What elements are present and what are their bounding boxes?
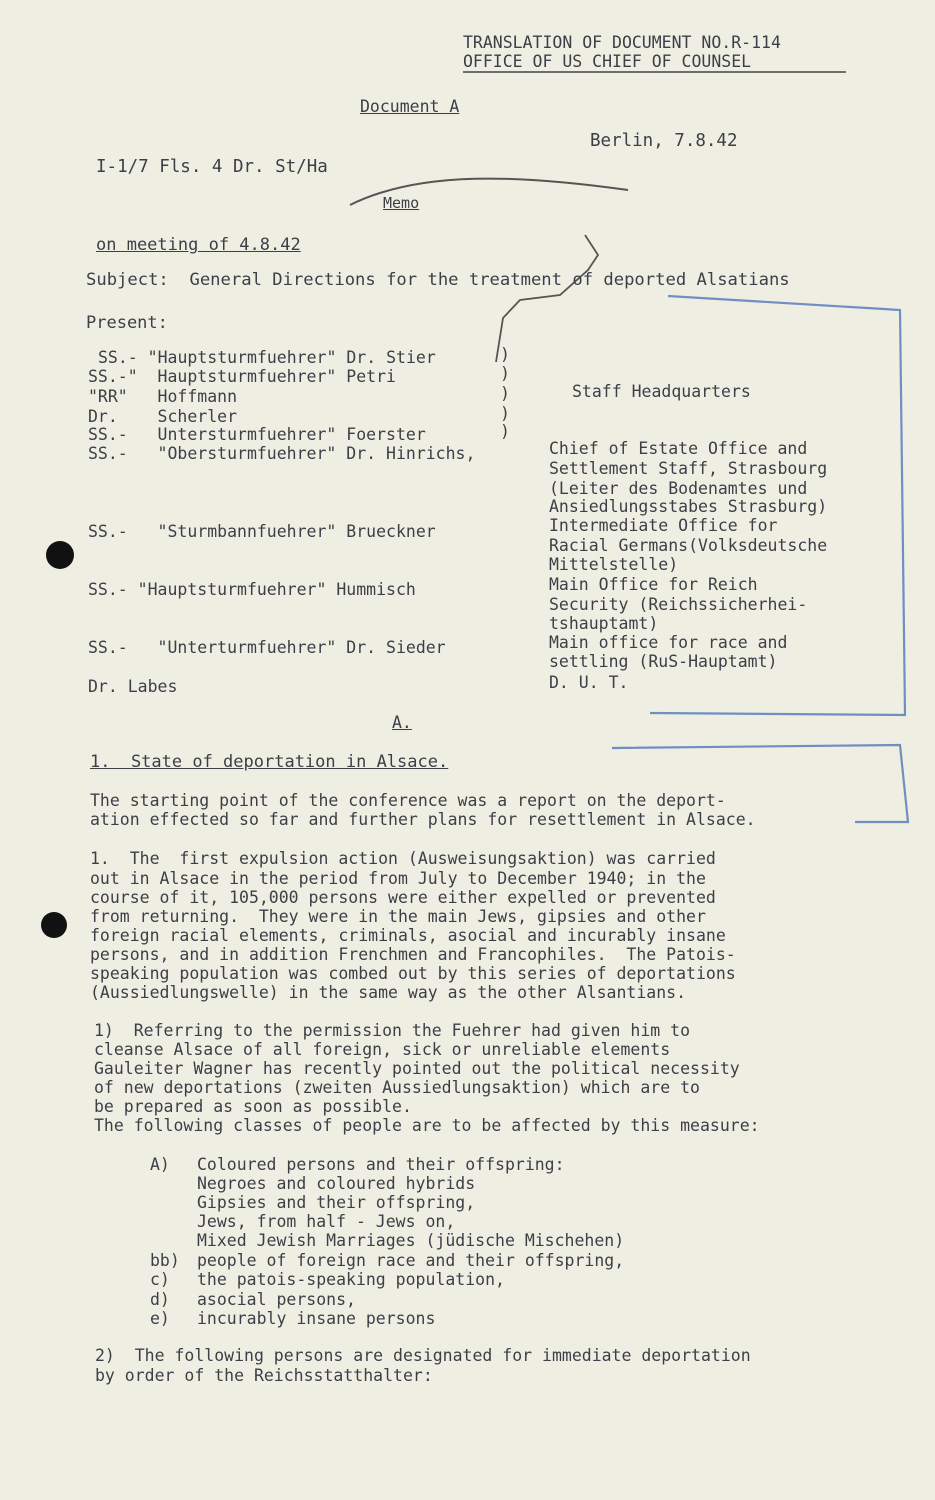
office-line: settling (RuS-Hauptamt) — [549, 652, 778, 671]
attendee: Dr. Labes — [88, 677, 178, 696]
list-item: Coloured persons and their offspring: — [197, 1155, 565, 1174]
office-line: Chief of Estate Office and — [549, 439, 808, 458]
office-line: Intermediate Office for — [549, 516, 778, 535]
para1-line: speaking population was combed out by this series of deportations — [90, 964, 736, 983]
list-mark: e) — [150, 1309, 170, 1328]
attendee: "RR" Hoffmann — [88, 387, 238, 406]
header-line-2: OFFICE OF US CHIEF OF COUNSEL — [463, 52, 752, 71]
intro-line: The starting point of the conference was a report on the deport- — [90, 791, 726, 810]
para3-line: 2) The following persons are designated for immediate deportation — [95, 1346, 751, 1365]
list-item: Mixed Jewish Marriages (jüdische Mischehen) — [197, 1231, 625, 1250]
reference-number: I-1/7 Fls. 4 Dr. St/Ha — [96, 157, 328, 177]
memo-label: Memo — [383, 194, 420, 212]
office-line: Security (Reichssicherhei- — [549, 595, 808, 614]
section-1-title: 1. State of deportation in Alsace. — [90, 752, 449, 772]
attendee: SS.- "Hauptsturmfuehrer" Dr. Stier — [98, 348, 436, 367]
para1-line: from returning. They were in the main Jews, gipsies and other — [90, 907, 706, 926]
bracket: ) — [500, 364, 510, 383]
list-mark: c) — [150, 1270, 170, 1289]
para2-line: 1) Referring to the permission the Fuehrer had given him to — [94, 1021, 691, 1040]
list-item: incurably insane persons — [197, 1309, 436, 1328]
place-date: Berlin, 7.8.42 — [590, 131, 738, 151]
para1-line: course of it, 105,000 persons were either expelled or prevented — [90, 888, 716, 907]
office-line: Ansiedlungsstabes Strasburg) — [549, 497, 828, 516]
intro-line: ation effected so far and further plans for resettlement in Alsace. — [90, 810, 756, 829]
subject-line: Subject: General Directions for the treatment of deported Alsatians — [86, 270, 790, 290]
para1-line: (Aussiedlungswelle) in the same way as the other Alsantians. — [90, 983, 687, 1002]
list-item: Jews, from half - Jews on, — [197, 1212, 456, 1231]
para1-line: foreign racial elements, criminals, asocial and incurably insane — [90, 926, 726, 945]
list-mark: d) — [150, 1290, 170, 1309]
para2-line: The following classes of people are to be affected by this measure: — [94, 1116, 760, 1135]
bracket: ) — [500, 384, 510, 403]
list-mark: bb) — [150, 1251, 180, 1270]
attendee: Dr. Scherler — [88, 407, 238, 426]
meeting-line: on meeting of 4.8.42 — [96, 235, 301, 255]
present-label: Present: — [86, 313, 168, 333]
para1-line: persons, and in addition Frenchmen and Francophiles. The Patois- — [90, 945, 736, 964]
staff-headquarters: Staff Headquarters — [572, 382, 751, 401]
para2-line: be prepared as soon as possible. — [94, 1097, 412, 1116]
para3-line: by order of the Reichsstatthalter: — [95, 1366, 433, 1385]
office-line: (Leiter des Bodenamtes und — [549, 479, 808, 498]
list-item: asocial persons, — [197, 1290, 356, 1309]
office-line: Settlement Staff, Strasbourg — [549, 459, 828, 478]
para1-line: out in Alsace in the period from July to December 1940; in the — [90, 869, 706, 888]
bracket: ) — [500, 422, 510, 441]
list-item: the patois-speaking population, — [197, 1270, 505, 1289]
para2-line: cleanse Alsace of all foreign, sick or unreliable elements — [94, 1040, 671, 1059]
para2-line: Gauleiter Wagner has recently pointed out the political necessity — [94, 1059, 740, 1078]
office-line: Racial Germans(Volksdeutsche — [549, 536, 828, 555]
bracket: ) — [500, 404, 510, 423]
document-label: Document A — [360, 97, 460, 116]
office-line: Mittelstelle) — [549, 555, 679, 574]
bracket: ) — [500, 345, 510, 364]
list-item: Negroes and coloured hybrids — [197, 1174, 476, 1193]
attendee: SS.- Untersturmfuehrer" Foerster — [88, 425, 426, 444]
office-line: Main office for race and — [549, 633, 788, 652]
attendee: SS.-" Hauptsturmfuehrer" Petri — [88, 367, 396, 386]
list-item: Gipsies and their offspring, — [197, 1193, 476, 1212]
attendee: SS.- "Unterturmfuehrer" Dr. Sieder — [88, 638, 446, 657]
para2-line: of new deportations (zweiten Aussiedlungsaktion) which are to — [94, 1078, 700, 1097]
attendee: SS.- "Hauptsturmfuehrer" Hummisch — [88, 580, 416, 599]
header-line-1: TRANSLATION OF DOCUMENT NO.R-114 — [463, 33, 781, 52]
para1-line: 1. The first expulsion action (Ausweisungsaktion) was carried — [90, 849, 716, 868]
office-line: D. U. T. — [549, 673, 629, 692]
office-line: tshauptamt) — [549, 614, 659, 633]
attendee: SS.- "Obersturmfuehrer" Dr. Hinrichs, — [88, 444, 476, 463]
section-mark: A. — [392, 713, 412, 732]
list-item: people of foreign race and their offspring, — [197, 1251, 625, 1270]
attendee: SS.- "Sturmbannfuehrer" Brueckner — [88, 522, 436, 541]
list-mark: A) — [150, 1155, 170, 1174]
office-line: Main Office for Reich — [549, 575, 758, 594]
